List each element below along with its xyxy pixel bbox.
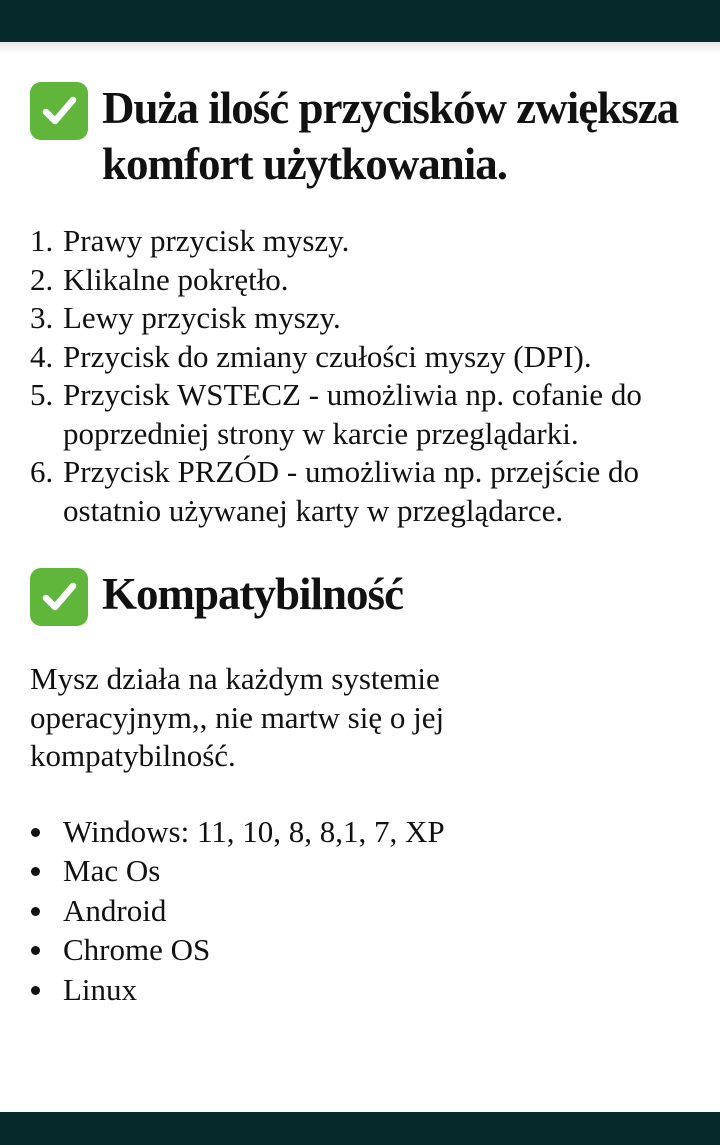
check-mark-icon	[30, 82, 88, 140]
bullet-icon	[30, 970, 63, 1010]
top-bar-shadow	[0, 42, 720, 54]
bullet-icon	[30, 851, 63, 891]
list-number: 5.	[30, 377, 54, 412]
list-number: 3.	[30, 300, 54, 335]
bullet-icon	[30, 812, 63, 852]
compatibility-paragraph: Mysz działa na każdym systemie operacyjnym,, nie martw się o jej kompatybilność.	[30, 661, 445, 773]
systems-list	[30, 812, 700, 1010]
bottom-bar	[0, 1112, 720, 1145]
list-text: Przycisk PRZÓD - umożliwia np. przejście do ostatnio używanej karty w przeglądarce.	[63, 454, 639, 528]
list-item	[30, 338, 700, 377]
list-number: 2.	[30, 261, 54, 297]
compatibility-heading	[30, 566, 700, 626]
list-item	[30, 851, 700, 891]
list-item	[30, 453, 700, 530]
buttons-list	[30, 222, 700, 530]
list-text: Android	[63, 892, 167, 928]
list-text: Windows: 11, 10, 8, 8,1, 7, XP	[63, 813, 445, 849]
list-item	[30, 812, 700, 852]
list-text: Prawy przycisk myszy.	[63, 223, 350, 258]
bullet-icon	[30, 891, 63, 931]
top-bar	[0, 0, 720, 42]
list-text: Przycisk do zmiany czułości myszy (DPI).	[63, 338, 592, 374]
list-item	[30, 970, 700, 1010]
list-text: Klikalne pokrętło.	[63, 261, 289, 297]
list-text: Lewy przycisk myszy.	[63, 300, 341, 335]
buttons-heading-text: Duża ilość przycisków zwiększa komfort użytkowania.	[102, 83, 679, 189]
list-number: 1.	[30, 223, 54, 258]
buttons-heading	[30, 80, 700, 192]
bullet-icon	[30, 930, 63, 970]
compatibility-heading-text: Kompatybilność	[102, 569, 404, 619]
list-text: Przycisk WSTECZ - umożliwia np. cofanie do poprzedniej strony w karcie przeglądarki.	[63, 377, 642, 451]
description-content	[30, 80, 700, 1009]
list-text: Linux	[63, 971, 138, 1007]
list-item	[30, 930, 700, 970]
list-item	[30, 891, 700, 931]
list-item	[30, 261, 700, 300]
list-item	[30, 376, 700, 453]
list-item	[30, 222, 700, 261]
check-mark-icon	[30, 568, 88, 626]
list-number: 4.	[30, 338, 54, 374]
list-text: Mac Os	[63, 853, 161, 888]
list-number: 6.	[30, 454, 54, 489]
list-item	[30, 299, 700, 338]
list-text: Chrome OS	[63, 932, 211, 967]
